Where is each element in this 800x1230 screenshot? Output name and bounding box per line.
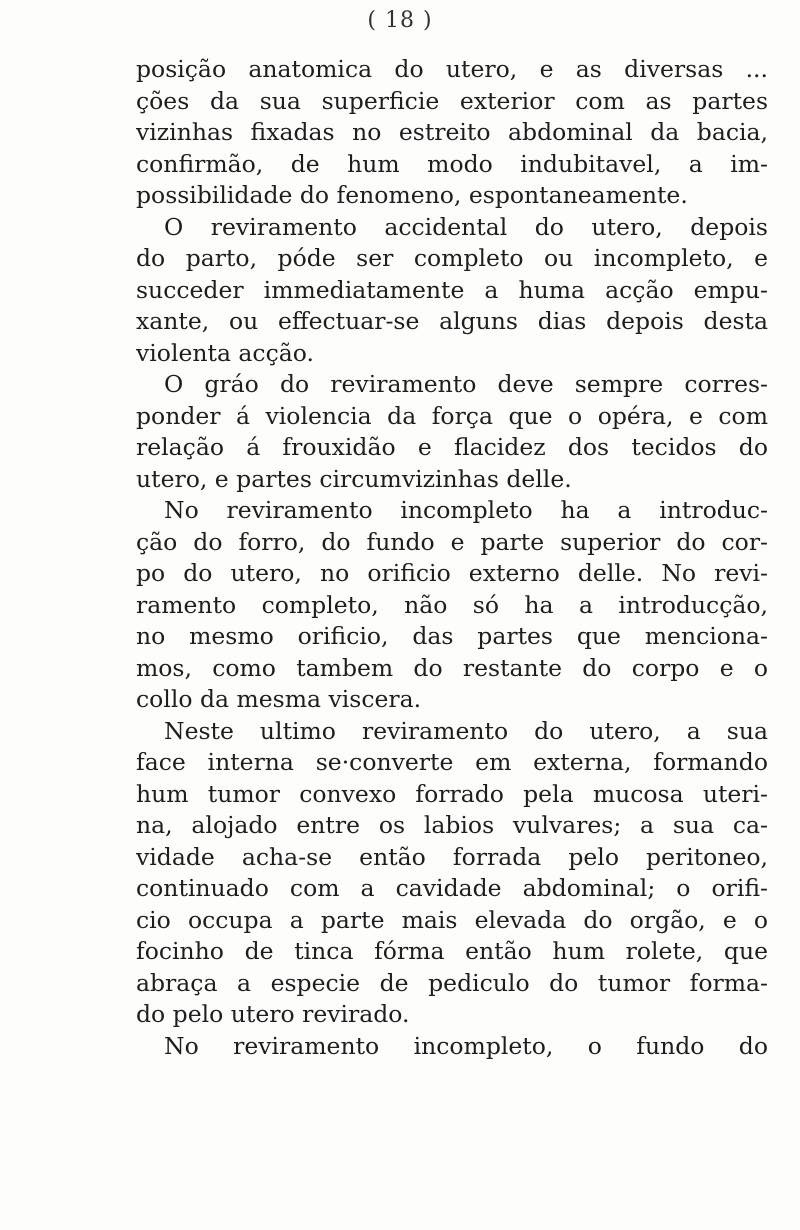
text-line: violenta acção. <box>136 338 314 367</box>
text-line: xante, ou effectuar-se alguns dias depois desta <box>136 307 768 335</box>
text-line: abraça a especie de pediculo do tumor forma- <box>136 968 768 997</box>
text-line: focinho de tinca fórma então hum rolete, que <box>136 937 768 965</box>
text-line: continuado com a cavidade abdominal; o orifi- <box>136 874 768 902</box>
text-line: collo da mesma viscera. <box>136 685 422 713</box>
text-line: do parto, póde ser completo ou incompleto, e <box>136 244 768 272</box>
body-text <box>136 54 768 1062</box>
text-line: succeder immediatamente a huma acção empu- <box>136 275 768 304</box>
text-line: posição anatomica do utero, e as diversas ... <box>136 55 768 83</box>
text-line: cio occupa a parte mais elevada do orgão, e o <box>136 905 768 934</box>
text-line: vizinhas fixadas no estreito abdominal da bacia, <box>136 118 768 146</box>
text-line: no mesmo orificio, das partes que menciona- <box>136 622 768 650</box>
text-line: ponder á violencia da força que o opéra, e com <box>136 401 768 430</box>
text-line: face interna se·converte em externa, formando <box>136 748 768 776</box>
text-line: utero, e partes circumvizinhas delle. <box>136 464 572 493</box>
paragraph-start-line: Neste ultimo reviramento do utero, a sua <box>164 716 768 745</box>
text-line: relação á frouxidão e flacidez dos tecidos do <box>136 433 768 461</box>
text-line: hum tumor convexo forrado pela mucosa uteri- <box>136 779 768 808</box>
paragraph-start-line: No reviramento incompleto ha a introduc- <box>164 496 768 524</box>
text-line: ramento completo, não só ha a introducção, <box>136 590 768 619</box>
text-line: possibilidade do fenomeno, espontaneamente. <box>136 181 688 209</box>
paragraph-start-line: O reviramento accidental do utero, depois <box>164 212 768 241</box>
text-line: vidade acha-se então forrada pelo peritoneo, <box>136 842 768 871</box>
paragraph-start-line: O gráo do reviramento deve sempre corres- <box>164 370 768 398</box>
paragraph-start-line: No reviramento incompleto, o fundo do <box>164 1031 768 1060</box>
text-line: na, alojado entre os labios vulvares; a sua ca- <box>136 811 768 839</box>
text-line: ção do forro, do fundo e parte superior do cor- <box>136 527 768 556</box>
text-line: do pelo utero revirado. <box>136 1000 410 1028</box>
page-number: ( 18 ) <box>367 8 433 33</box>
text-line: confirmão, de hum modo indubitavel, a im- <box>136 149 768 178</box>
text-line: mos, como tambem do restante do corpo e o <box>136 653 768 682</box>
text-line: po do utero, no orificio externo delle. No revi- <box>136 559 768 587</box>
text-line: ções da sua superficie exterior com as partes <box>136 86 768 115</box>
